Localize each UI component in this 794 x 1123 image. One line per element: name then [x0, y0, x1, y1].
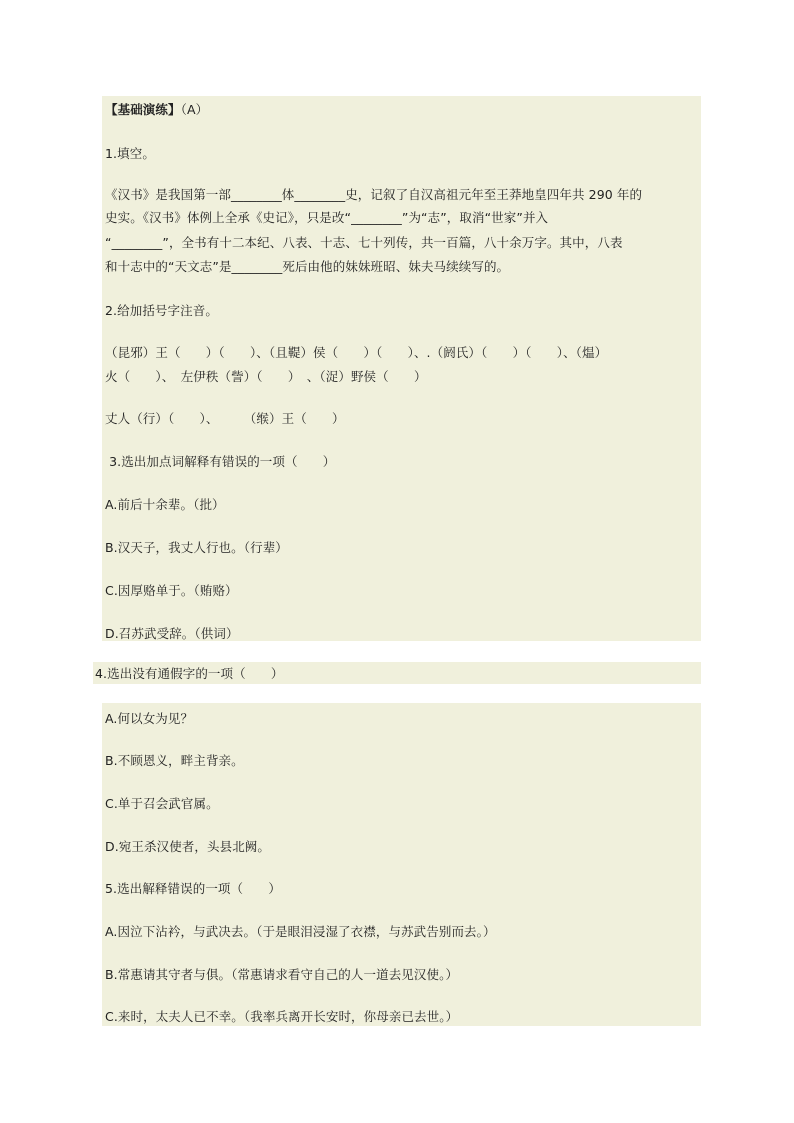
q3-option-d: D.召苏武受辞。（供词）: [105, 626, 239, 641]
q2-text-line: 丈人（行）（ ）、 （缑）王（ ）: [105, 411, 345, 426]
q5-option-a: A.因泣下沾衿，与武决去。（于是眼泪浸湿了衣襟，与苏武告别而去。）: [105, 924, 496, 939]
q4-option-d: D.宛王杀汉使者，头县北阙。: [105, 839, 270, 854]
q4-option-c: C.单于召会武官属。: [105, 796, 219, 811]
q4-option-a: A.何以女为见？: [105, 711, 194, 726]
q1-title: 1.填空。: [105, 146, 155, 161]
q4-title: 4.选出没有通假字的一项（ ）: [95, 666, 284, 681]
section-heading-bold: 【基础演练】: [105, 102, 181, 117]
q3-option-b: B.汉天子，我丈人行也。（行辈）: [105, 540, 288, 555]
q2-title: 2.给加括号字注音。: [105, 303, 218, 318]
q2-text-line: 火（ ）、 左伊秩（訾）（ ） 、（浞）野侯（ ）: [105, 369, 427, 384]
q3-option-c: C.因厚赂单于。（贿赂）: [105, 583, 238, 598]
q5-title: 5.选出解释错误的一项（ ）: [105, 881, 281, 896]
q3-title: 3.选出加点词解释有错误的一项（ ）: [105, 454, 336, 469]
section-heading-suffix: （A）: [180, 102, 209, 117]
q3-option-a: A.前后十余辈。（批）: [105, 497, 225, 512]
q5-option-c: C.来时，太夫人已不幸。（我率兵离开长安时，你母亲已去世。）: [105, 1009, 459, 1024]
q1-text-line: 史实。《汉书》体例上全承《史记》，只是改“________”为“志”，取消“世家”并入: [105, 210, 549, 225]
q1-text-line: 《汉书》是我国第一部________体________史，记叙了自汉高祖元年至王莽地皇四年共 290 年的: [105, 187, 643, 202]
q5-option-b: B.常惠请其守者与俱。（常惠请求看守自己的人一道去见汉使。）: [105, 967, 459, 982]
section-heading: [105, 101, 208, 119]
q4-option-b: B.不顾恩义，畔主背亲。: [105, 753, 244, 768]
q2-text-line: （昆邪）王（ ）（ ）、（且鞮）侯（ ）（ ）、.（阏氏）（ ）（ ）、（煴）: [105, 345, 608, 360]
q1-text-line: “________”，全书有十二本纪、八表、十志、七十列传，共一百篇，八十余万字。其中，八表: [105, 235, 623, 250]
q1-text-line: 和十志中的“天文志”是________死后由他的妹妹班昭、妹夫马续续写的。: [105, 259, 510, 274]
